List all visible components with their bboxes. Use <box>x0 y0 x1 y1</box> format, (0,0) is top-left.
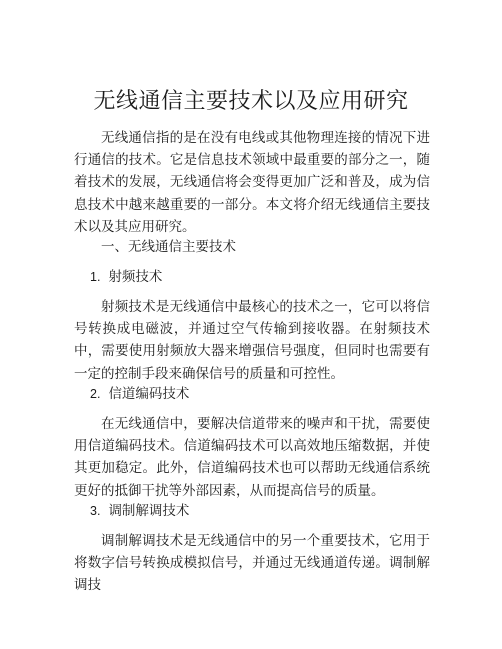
subsection-heading-rf <box>90 266 162 288</box>
subsection-heading-modulation <box>90 500 189 522</box>
channel-coding-paragraph: 在无线通信中，要解决信道带来的噪声和干扰，需要使用信道编码技术。信道编码技术可以高效地压缩数据，并使其更加稳定。此外，信道编码技术也可以帮助无线通信系统更好的抵御干扰等外部因素，从而提高信号的质量。 <box>74 416 430 499</box>
subsection-title: 信道编码技术 <box>108 386 190 402</box>
rf-paragraph: 射频技术是无线通信中最核心的技术之一，它可以将信号转换成电磁波，并通过空气传输到接收器。在射频技术中，需要使用射频放大器来增强信号强度，但同时也需要有一定的控制手段来确保信号的质量和可控性。 <box>74 299 430 382</box>
modulation-paragraph: 调制解调技术是无线通信中的另一个重要技术，它用于将数字信号转换成模拟信号，并通过无线通道传递。调制解调技 <box>74 533 430 594</box>
intro-paragraph: 无线通信指的是在没有电线或其他物理连接的情况下进行通信的技术。它是信息技术领域中最重要的部分之一，随着技术的发展，无线通信将会变得更加广泛和普及，成为信息技术中越来越重要的一部分。本文将介绍无线通信主要技术以及其应用研究。 <box>74 130 430 235</box>
subsection-title: 调制解调技术 <box>108 503 190 519</box>
subsection-title: 射频技术 <box>108 269 163 285</box>
subsection-number: 2. <box>90 387 101 401</box>
subsection-number: 1. <box>90 270 101 284</box>
subsection-number: 3. <box>90 504 101 518</box>
subsection-heading-channel-coding <box>90 383 189 405</box>
section-heading: 一、无线通信主要技术 <box>101 239 236 255</box>
document-title: 无线通信主要技术以及应用研究 <box>93 89 409 114</box>
